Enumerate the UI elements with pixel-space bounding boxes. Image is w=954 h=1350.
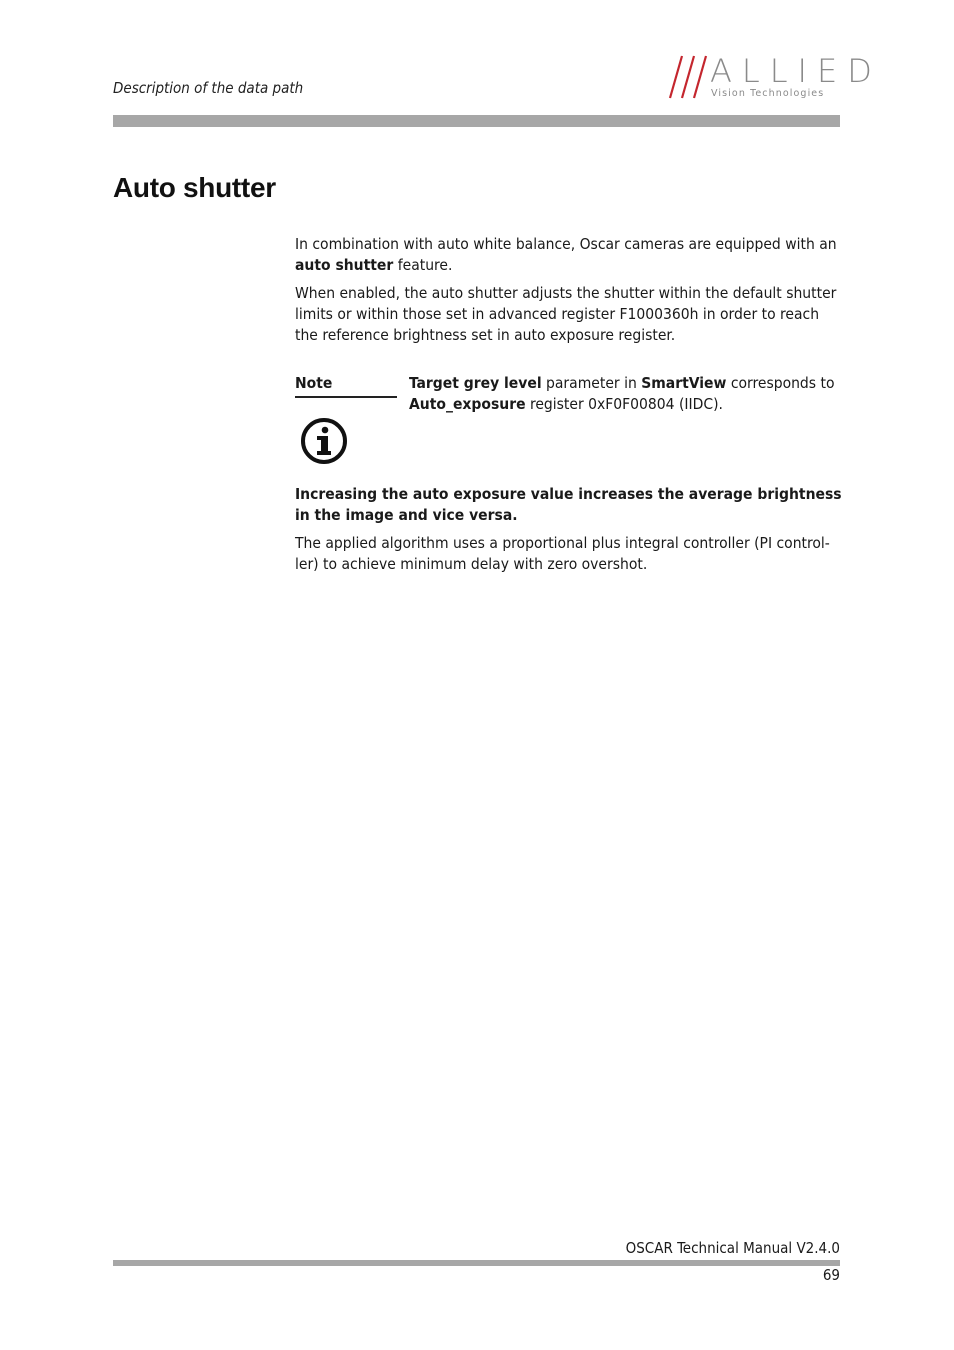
algorithm-line-1: The applied algorithm uses a proportional plus integral controller (PI control- <box>295 534 830 552</box>
note-text-part: parameter in <box>541 374 642 392</box>
logo-slashes-icon <box>668 54 710 100</box>
intro-text-end: feature. <box>393 256 453 274</box>
header-rule <box>113 115 840 127</box>
note-text <box>409 373 839 415</box>
note-text-part: corresponds to <box>726 374 835 392</box>
intro-paragraph-2: When enabled, the auto shutter adjusts the shutter within the default shutter limits or within those set in advanced register F1000360h in order to reach the reference brightness set in auto exposure register. <box>295 284 837 344</box>
footer-manual-title: OSCAR Technical Manual V2.4.0 <box>625 1239 840 1257</box>
note-term-2: SmartView <box>641 374 727 392</box>
allied-logo <box>668 52 882 100</box>
intro-bold-term: auto shutter <box>295 256 394 274</box>
footer-rule <box>113 1260 840 1266</box>
algorithm-line-2: ler) to achieve minimum delay with zero overshot. <box>295 555 648 573</box>
note-rule <box>295 396 397 398</box>
info-icon <box>300 417 348 465</box>
note-term-1: Target grey level <box>409 374 542 392</box>
intro-paragraph-1 <box>295 234 843 276</box>
logo-subtitle: Vision Technologies <box>711 88 825 99</box>
page-title: Auto shutter <box>113 172 276 203</box>
bold-paragraph: Increasing the auto exposure value increases the average brightness in the image and vice versa. <box>295 485 842 524</box>
logo-brand: ALLIED <box>710 52 882 90</box>
running-header: Description of the data path <box>113 79 304 97</box>
algorithm-paragraph <box>295 533 843 575</box>
note-term-3: Auto_exposure <box>409 395 526 413</box>
note-label: Note <box>295 374 333 392</box>
page-number: 69 <box>822 1266 840 1284</box>
note-text-part: register 0xF0F00804 (IIDC). <box>525 395 723 413</box>
intro-text: In combination with auto white balance, Oscar cameras are equipped with an <box>295 235 837 253</box>
